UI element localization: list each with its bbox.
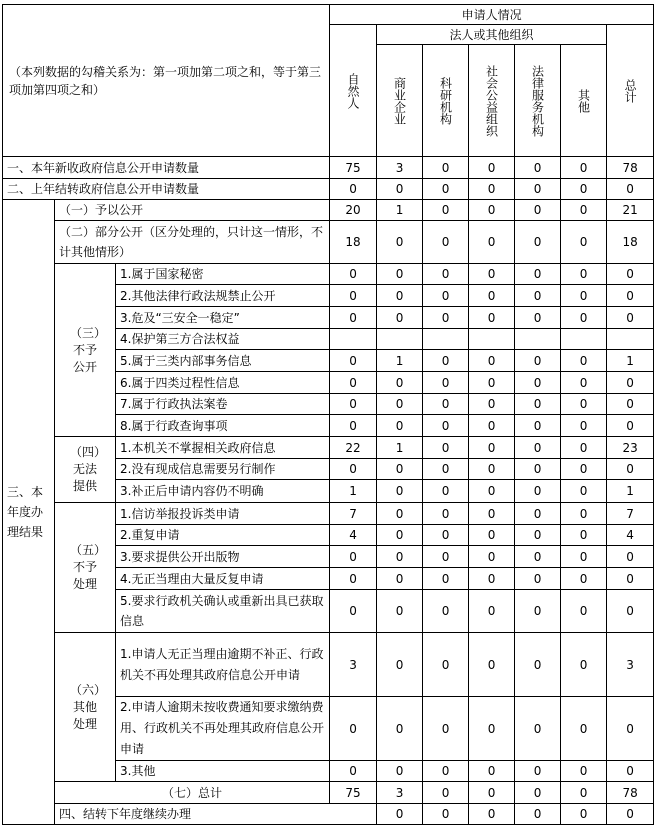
cell-value: 0 [469,372,515,394]
cell-value: 0 [469,459,515,480]
cell-value: 0 [515,568,561,590]
cell-value: 0 [423,697,469,761]
table-row [3,179,654,200]
table-row [3,503,654,525]
cell-value: 1 [330,480,377,503]
cell-value: 0 [377,394,423,415]
cell-value: 7 [330,503,377,525]
cell-value: 0 [330,590,377,633]
table-row [3,200,654,221]
cell-value: 21 [607,200,654,221]
cell-value: 0 [423,394,469,415]
cell-value: 0 [515,157,561,179]
cell-value: 0 [423,285,469,307]
cell-value: 0 [377,503,423,525]
cell-value: 0 [515,761,561,782]
cell-value: 0 [561,437,607,459]
cell-value: 0 [607,285,654,307]
row-label: 5.属于三类内部事务信息 [116,350,330,372]
cell-value: 0 [469,546,515,568]
cell-value: 18 [607,221,654,264]
cell-value: 75 [330,782,377,804]
cell-value: 0 [469,415,515,437]
legal-org-header: 法人或其他组织 [377,25,607,45]
applicant-info-header: 申请人情况 [330,5,654,25]
cell-value: 78 [607,157,654,179]
cell-value: 0 [469,157,515,179]
row-label: 1.申请人无正当理由逾期不补正、行政机关不再处理其政府信息公开申请 [116,633,330,697]
cell-value: 0 [561,200,607,221]
col-natural-person-label: 自然人 [346,72,361,109]
cell-value: 0 [469,590,515,633]
cell-value: 3 [377,782,423,804]
note-text: （本列数据的勾稽关系为：第一项加第二项之和，等于第三项加第四项之和） [9,64,322,97]
cell-value: 1 [377,350,423,372]
cell-value: 0 [330,394,377,415]
cell-value: 0 [469,350,515,372]
cell-value: 0 [330,415,377,437]
cell-value: 0 [469,804,515,825]
cell-value: 0 [561,307,607,329]
cell-value: 0 [515,697,561,761]
row-label: 4.无正当理由大量反复申请 [116,568,330,590]
table-row [3,633,654,697]
cell-value: 0 [423,200,469,221]
col-business [377,45,423,157]
cell-value: 0 [377,804,423,825]
row-label: 4.保护第三方合法权益 [116,329,330,350]
cell-value: 0 [423,264,469,285]
cell-value: 1 [607,480,654,503]
cell-value: 0 [469,525,515,546]
row-label: 6.属于四类过程性信息 [116,372,330,394]
cell-value: 0 [561,157,607,179]
cell-value: 0 [377,179,423,200]
unable-label: （四）无法提供 [55,437,116,503]
cell-value: 0 [561,394,607,415]
cell-value: 0 [330,459,377,480]
cell-value: 78 [607,782,654,804]
cell-value: 23 [607,437,654,459]
col-total [607,25,654,157]
cell-value: 0 [607,546,654,568]
cell-value: 0 [377,697,423,761]
cell-value: 0 [330,179,377,200]
cell-value: 0 [515,804,561,825]
col-total-label: 总计 [623,78,638,103]
cell-value: 0 [330,761,377,782]
col-legal-service [515,45,561,157]
cell-value: 0 [561,568,607,590]
cell-value: 0 [561,415,607,437]
cell-value: 0 [377,633,423,697]
cell-value: 18 [330,221,377,264]
table-row [3,782,654,804]
cell-value: 0 [515,394,561,415]
cell-value: 0 [561,350,607,372]
cell-value: 0 [377,459,423,480]
cell-value: 0 [330,285,377,307]
col-natural-person [330,25,377,157]
cell-value: 4 [330,525,377,546]
cell-value: 0 [423,568,469,590]
other-handling-label: （六）其他处理 [55,633,116,782]
cell-value: 0 [515,350,561,372]
cell-value: 0 [377,590,423,633]
cell-value: 0 [515,633,561,697]
row-label: 5.要求行政机关确认或重新出具已获取信息 [116,590,330,633]
cell-value: 0 [469,568,515,590]
cell-value: 0 [423,503,469,525]
cell-value: 0 [377,221,423,264]
cell-value: 0 [607,697,654,761]
cell-value: 0 [330,568,377,590]
cell-value: 0 [515,590,561,633]
cell-value: 0 [423,782,469,804]
cell-value: 0 [561,179,607,200]
cell-value: 0 [423,350,469,372]
cell-value: 0 [423,437,469,459]
cell-value [515,329,561,350]
cell-value: 0 [561,525,607,546]
row-label: 3.补正后申请内容仍不明确 [116,480,330,503]
cell-value: 4 [607,525,654,546]
row-label: 一、本年新收政府信息公开申请数量 [3,157,330,179]
cell-value: 3 [330,633,377,697]
row-label: （七）总计 [55,782,330,804]
col-other-label: 其他 [576,88,591,113]
not-handled-label: （五）不予处理 [55,503,116,633]
cell-value: 0 [423,633,469,697]
cell-value: 0 [469,480,515,503]
cell-value: 1 [377,200,423,221]
cell-value: 0 [561,590,607,633]
cell-value: 0 [469,503,515,525]
cell-value: 0 [561,804,607,825]
cell-value [330,329,377,350]
cell-value: 0 [377,415,423,437]
cell-value [377,329,423,350]
cell-value: 0 [423,525,469,546]
cell-value: 0 [515,307,561,329]
cell-value: 0 [330,307,377,329]
cell-value: 1 [607,350,654,372]
cell-value: 0 [515,264,561,285]
cell-value: 0 [561,372,607,394]
cell-value: 0 [515,546,561,568]
cell-value: 0 [469,394,515,415]
cell-value: 0 [423,590,469,633]
cell-value: 0 [561,633,607,697]
row-label: 3.其他 [116,761,330,782]
cell-value: 0 [377,761,423,782]
cell-value: 0 [377,285,423,307]
row-label: 2.申请人逾期未按收费通知要求缴纳费用、行政机关不再处理其政府信息公开申请 [116,697,330,761]
cell-value: 0 [607,372,654,394]
row-label: 1.信访举报投诉类申请 [116,503,330,525]
table-row [3,804,654,825]
cell-value: 0 [377,568,423,590]
cell-value: 0 [377,546,423,568]
cell-value: 0 [330,264,377,285]
table-row [3,157,654,179]
cell-value: 0 [515,525,561,546]
cell-value: 0 [330,546,377,568]
cell-value: 0 [607,761,654,782]
col-research [423,45,469,157]
cell-value: 0 [561,264,607,285]
row-label: 2.重复申请 [116,525,330,546]
cell-value: 0 [469,307,515,329]
cell-value [561,329,607,350]
cell-value: 0 [607,804,654,825]
cell-value: 0 [515,179,561,200]
col-other [561,45,607,157]
cell-value: 0 [377,525,423,546]
cell-value: 0 [469,633,515,697]
cell-value: 3 [607,633,654,697]
cell-value: 0 [515,503,561,525]
cell-value: 0 [607,307,654,329]
cell-value: 0 [377,307,423,329]
cell-value: 0 [423,761,469,782]
row-label: 四、结转下年度继续办理 [55,804,377,825]
cell-value: 0 [607,264,654,285]
cell-value: 0 [423,804,469,825]
cell-value: 0 [561,480,607,503]
cell-value: 0 [515,372,561,394]
cell-value: 0 [607,459,654,480]
section3-label: 三、本年度办理结果 [3,200,55,825]
row-label: 1.本机关不掌握相关政府信息 [116,437,330,459]
col-public-welfare-label: 社会公益组织 [484,64,499,137]
cell-value: 1 [377,437,423,459]
col-research-label: 科研机构 [438,76,453,125]
cell-value: 0 [423,157,469,179]
col-public-welfare [469,45,515,157]
row-label: 2.没有现成信息需要另行制作 [116,459,330,480]
table-note [3,5,330,157]
col-business-label: 商业企业 [392,76,407,125]
cell-value: 0 [423,546,469,568]
cell-value: 0 [515,200,561,221]
cell-value: 20 [330,200,377,221]
cell-value: 0 [561,546,607,568]
cell-value: 0 [561,503,607,525]
cell-value: 0 [469,221,515,264]
cell-value [423,329,469,350]
cell-value: 0 [469,437,515,459]
cell-value: 0 [607,394,654,415]
cell-value: 0 [377,264,423,285]
cell-value: 0 [607,179,654,200]
cell-value: 0 [469,179,515,200]
cell-value: 0 [561,221,607,264]
cell-value: 0 [423,372,469,394]
cell-value: 22 [330,437,377,459]
cell-value: 0 [515,459,561,480]
cell-value: 0 [561,697,607,761]
cell-value: 0 [515,480,561,503]
cell-value: 0 [561,459,607,480]
not-open-label: （三）不予公开 [55,264,116,437]
cell-value: 0 [469,285,515,307]
cell-value: 0 [469,697,515,761]
col-legal-service-label: 法律服务机构 [530,64,545,137]
cell-value: 0 [561,782,607,804]
table-row [3,221,654,264]
row-label: 3.要求提供公开出版物 [116,546,330,568]
cell-value: 0 [330,372,377,394]
cell-value: 0 [515,782,561,804]
cell-value: 0 [330,350,377,372]
table-row [3,437,654,459]
row-label: （一）予以公开 [55,200,330,221]
cell-value: 0 [607,590,654,633]
row-label: 1.属于国家秘密 [116,264,330,285]
cell-value: 0 [561,285,607,307]
row-label: 二、上年结转政府信息公开申请数量 [3,179,330,200]
cell-value: 0 [561,761,607,782]
cell-value: 0 [607,568,654,590]
cell-value: 7 [607,503,654,525]
row-label: 7.属于行政执法案卷 [116,394,330,415]
cell-value [469,329,515,350]
cell-value: 0 [423,179,469,200]
cell-value: 0 [377,480,423,503]
cell-value: 3 [377,157,423,179]
cell-value: 0 [469,200,515,221]
cell-value: 0 [423,307,469,329]
row-label: （二）部分公开（区分处理的，只计这一情形，不计其他情形） [55,221,330,264]
cell-value: 0 [515,437,561,459]
row-label: 8.属于行政查询事项 [116,415,330,437]
cell-value: 0 [423,480,469,503]
cell-value: 75 [330,157,377,179]
row-label: 2.其他法律行政法规禁止公开 [116,285,330,307]
disclosure-statistics-table [2,4,654,825]
cell-value: 0 [515,415,561,437]
cell-value: 0 [423,221,469,264]
cell-value: 0 [330,697,377,761]
cell-value: 0 [423,459,469,480]
table-row [3,264,654,285]
cell-value: 0 [607,415,654,437]
cell-value [607,329,654,350]
cell-value: 0 [515,285,561,307]
cell-value: 0 [423,415,469,437]
row-label: 3.危及“三安全一稳定” [116,307,330,329]
cell-value: 0 [515,221,561,264]
cell-value: 0 [469,782,515,804]
cell-value: 0 [469,761,515,782]
cell-value: 0 [469,264,515,285]
cell-value: 0 [377,372,423,394]
